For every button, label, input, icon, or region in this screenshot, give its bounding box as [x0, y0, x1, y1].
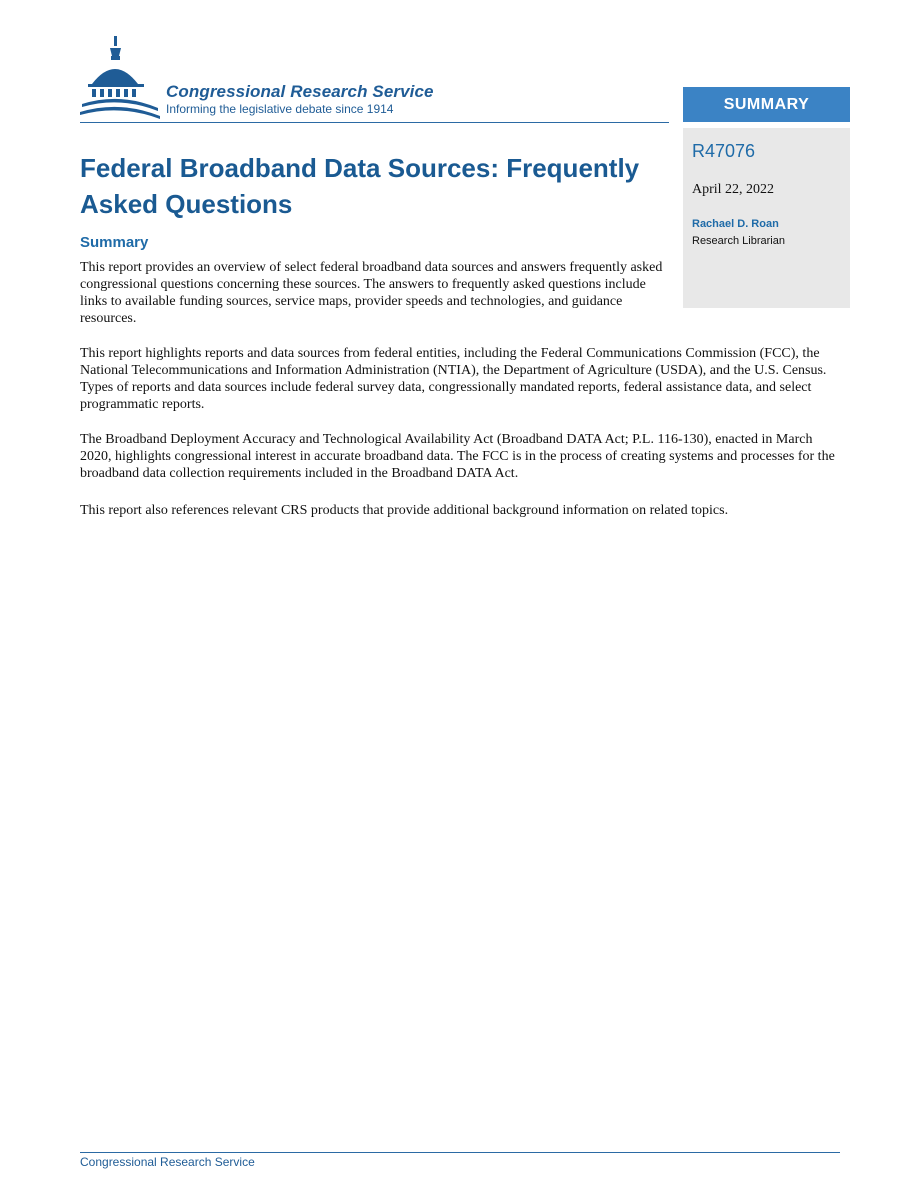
footer-divider: [80, 1152, 840, 1153]
sidebar-summary-header: SUMMARY: [683, 87, 850, 122]
author-title: Research Librarian: [692, 235, 785, 247]
author-name[interactable]: Rachael D. Roan: [692, 218, 779, 230]
report-number: R47076: [692, 141, 756, 161]
crs-logo: [80, 34, 670, 126]
capitol-dome-icon: [80, 34, 162, 122]
header-divider: [80, 122, 669, 123]
summary-paragraph: This report provides an overview of select federal broadband data sources and answers frequently asked congressional questions concerning these sources. The answers to frequently asked questions include links to available funding sources, service maps, provider speeds and technologies, and guidance resources.: [80, 260, 663, 326]
sidebar-info-box: [683, 128, 850, 308]
logo-name: Congressional Research Service: [166, 82, 434, 101]
summary-paragraph: This report highlights reports and data sources from federal entities, including the Federal Communications Commission (FCC), the National Telecommunications and Information Administration (NTIA), the Department of Agriculture (USDA), and the U.S. Census. Types of reports and data sources include federal survey data, congressionally mandated reports, federal assistance data, and select programmatic reports.: [80, 346, 827, 412]
page-title: Federal Broadband Data Sources: Frequently Asked Questions: [80, 153, 640, 219]
summary-paragraph: The Broadband Deployment Accuracy and Technological Availability Act (Broadband DATA Act; P.L. 116-130), enacted in March 2020, highlights congressional interest in accurate broadband data. The FCC is in the process of creating systems and processes for the broadband data collection requirements included in the Broadband DATA Act.: [80, 432, 835, 481]
summary-heading: Summary: [80, 234, 149, 251]
summary-paragraph: This report also references relevant CRS products that provide additional background information on related topics.: [80, 503, 729, 518]
report-date: April 22, 2022: [692, 182, 775, 197]
footer-text: Congressional Research Service: [80, 1155, 255, 1169]
logo-tagline: Informing the legislative debate since 1914: [166, 102, 394, 116]
